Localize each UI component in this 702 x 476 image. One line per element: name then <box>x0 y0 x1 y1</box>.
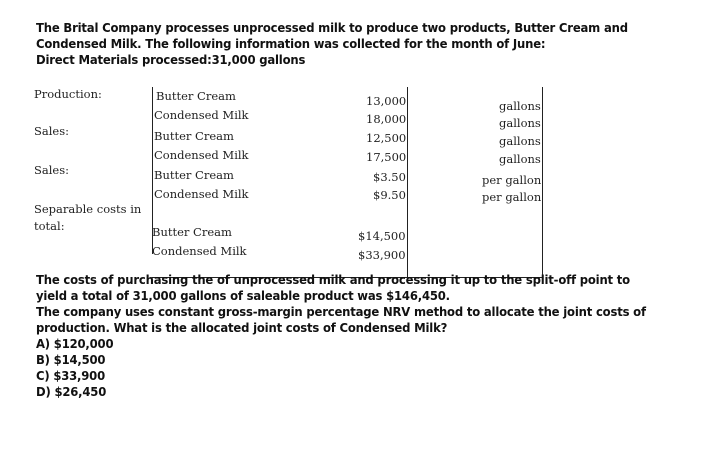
value-sep-butter: $14,500 <box>358 229 406 243</box>
option-c[interactable]: C) $33,900 <box>36 368 105 383</box>
table-border-col2 <box>407 87 408 277</box>
value-price-butter: $3.50 <box>373 170 406 184</box>
unit-prod-condensed: gallons <box>499 116 541 130</box>
question-line-3: The company uses constant gross-margin percentage NRV method to allocate the joint costs of <box>36 304 646 319</box>
sales-price-label: Sales: <box>34 163 69 177</box>
problem-question <box>36 272 646 400</box>
unit-price-condensed: per gallon <box>482 190 542 204</box>
product-butter-1: Butter Cream <box>156 89 236 103</box>
value-sep-condensed: $33,900 <box>358 248 406 262</box>
product-condensed-3: Condensed Milk <box>154 187 249 201</box>
option-a[interactable]: A) $120,000 <box>36 336 114 351</box>
question-line-2: yield a total of 31,000 gallons of saleable product was $146,450. <box>36 288 450 303</box>
value-sales-butter: 12,500 <box>366 131 407 145</box>
production-label: Production: <box>34 87 102 101</box>
value-price-condensed: $9.50 <box>373 188 406 202</box>
question-line-1: The costs of purchasing the of unprocessed milk and processing it up to the split-off point to <box>36 272 630 287</box>
product-butter-3: Butter Cream <box>154 168 234 182</box>
option-b[interactable]: B) $14,500 <box>36 352 106 367</box>
intro-line-1: The Brital Company processes unprocessed milk to produce two products, Butter Cream and <box>36 20 628 35</box>
unit-price-butter: per gallon <box>482 173 542 187</box>
separable-costs-label: Separable costs in <box>34 202 142 216</box>
value-prod-condensed: 18,000 <box>366 112 407 126</box>
sales-label: Sales: <box>34 124 69 138</box>
unit-sales-condensed: gallons <box>499 152 541 166</box>
product-butter-2: Butter Cream <box>154 129 234 143</box>
option-d[interactable]: D) $26,450 <box>36 384 107 399</box>
unit-sales-butter: gallons <box>499 134 541 148</box>
separable-costs-label-2: total: <box>34 219 65 233</box>
question-line-4: production. What is the allocated joint costs of Condensed Milk? <box>36 320 448 335</box>
table-border-col3 <box>542 87 543 277</box>
value-prod-butter: 13,000 <box>366 94 407 108</box>
problem-intro <box>36 20 641 68</box>
intro-line-2: Condensed Milk. The following information was collected for the month of June: <box>36 36 546 51</box>
product-condensed-1: Condensed Milk <box>154 108 249 122</box>
product-condensed-4: Condensed Milk <box>152 244 247 258</box>
product-butter-4: Butter Cream <box>152 225 232 239</box>
unit-prod-butter: gallons <box>499 99 541 113</box>
value-sales-condensed: 17,500 <box>366 150 407 164</box>
product-condensed-2: Condensed Milk <box>154 148 249 162</box>
intro-line-3: Direct Materials processed:31,000 gallons <box>36 52 306 67</box>
